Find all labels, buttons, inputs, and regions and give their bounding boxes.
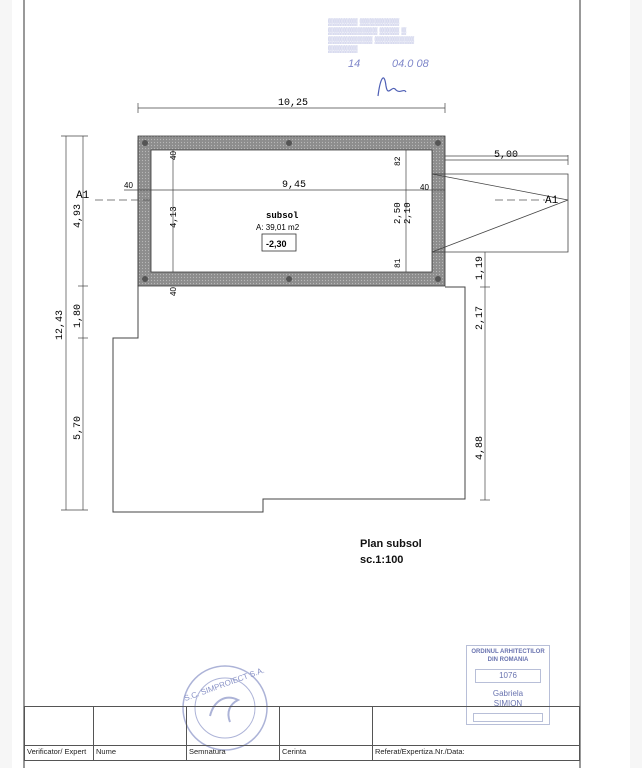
dim-right-seg-e: 1,19	[475, 255, 486, 280]
dim-right-seg-b: 2,50	[393, 202, 403, 224]
dim-wall-bottom: 40	[169, 287, 178, 296]
drawing-title: Plan subsol	[360, 538, 422, 550]
dim-left-seg2: 1,80	[73, 303, 84, 328]
architect-last-name: SIMION	[493, 699, 523, 708]
dim-right-seg-d: 81	[394, 258, 403, 268]
signature-cell: Semnatura	[187, 746, 280, 761]
registration-date: 04.0 08	[392, 58, 429, 70]
dim-ramp-length: 5,00	[494, 150, 519, 161]
level-mark: -2,30	[266, 239, 287, 249]
architect-number: 1076	[475, 669, 541, 683]
name-cell: Nume	[94, 746, 187, 761]
round-stamp-text: S.C. SIMPROIECT S.A.	[182, 665, 266, 704]
registration-stamp: ▒▒▒▒▒▒ ▒▒▒▒▒▒▒▒ ▒▒▒▒▒▒▒▒▒▒ ▒▒▒▒ ▒ ▒▒▒▒▒▒▒▒▒ ▒▒▒▒▒▒▒▒ ▒▒▒▒▒▒ 14 04.0 08	[328, 19, 429, 70]
dim-left-seg1: 4,93	[73, 203, 84, 228]
room-name: subsol	[266, 211, 299, 221]
section-label-left: A1	[76, 190, 90, 202]
dim-wall-right: 40	[420, 183, 429, 192]
dim-wall-left: 40	[124, 181, 133, 190]
section-label-right: A1	[545, 195, 559, 207]
dim-right-seg-f: 2,17	[475, 305, 486, 330]
requirement-cell: Cerinta	[280, 746, 373, 761]
drawing-caption	[360, 536, 422, 568]
dim-left-seg3: 5,70	[73, 415, 84, 440]
title-block	[24, 706, 580, 768]
room-area: A: 39,01 m2	[256, 223, 300, 232]
dim-wall-top: 40	[169, 151, 178, 160]
dim-inner-height: 4,13	[169, 206, 179, 228]
dim-right-seg-a: 82	[394, 156, 403, 166]
dim-left-total: 12,43	[55, 309, 66, 340]
architect-stamp-title: ORDINUL ARHITECTILOR DIN ROMANIA	[471, 649, 545, 663]
registration-number: 14	[348, 58, 361, 70]
dim-right-seg-c: 2,10	[403, 202, 413, 224]
report-cell: Referat/Expertiza.Nr./Data:	[373, 746, 580, 761]
architect-first-name: Gabriela	[492, 689, 524, 698]
dim-overall-width: 10,25	[278, 98, 309, 109]
drawing-scale: sc.1:100	[360, 554, 404, 566]
building-outline	[113, 285, 465, 512]
verifier-cell: Verificator/ Expert	[25, 746, 94, 761]
dim-right-seg-g: 4,88	[475, 435, 486, 460]
dim-inner-width: 9,45	[282, 180, 307, 191]
right-dimension-lines	[480, 252, 490, 500]
